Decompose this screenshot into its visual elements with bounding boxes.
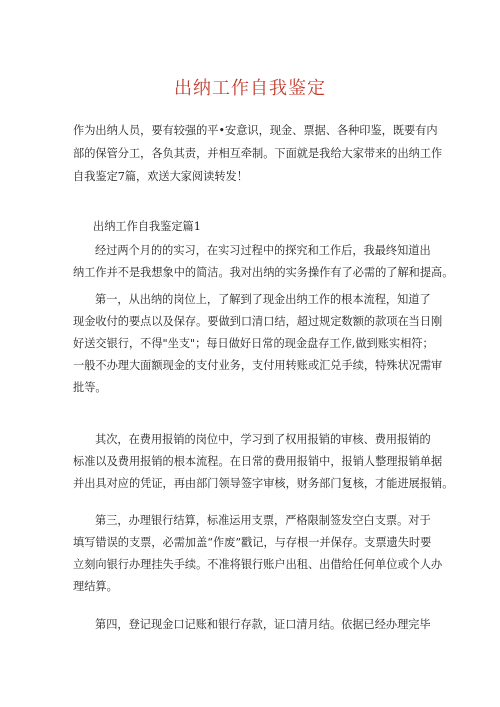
body-paragraph-4: [73, 510, 443, 598]
body-paragraph-3: [73, 429, 454, 495]
paragraph-line: 标准以及费用报销的根本流程。在日常的费用报销中，报销人整理报销单据: [73, 455, 443, 468]
intro-line: 部的保管分工，各负其责，并相互牵制。下面就是我给大家带来的出纳工作: [73, 147, 443, 160]
paragraph-line: 第三，办理银行结算，标准运用支票，严格限制签发空白支票。对于: [95, 514, 431, 527]
paragraph-line: 第一，从出纳的岗位上，了解到了现金出纳工作的根本流程，知道了: [95, 293, 431, 306]
body-paragraph-1: [73, 240, 454, 284]
document-title: 出纳工作自我鉴定: [174, 78, 326, 99]
body-paragraph-2: [73, 289, 443, 399]
paragraph-line: 填写错误的支票，必需加盖“作废”戳记，与存根一并保存。支票遗失时要: [73, 536, 432, 549]
body-paragraph-5: [73, 614, 443, 636]
intro-paragraph: [73, 119, 443, 188]
paragraph-line: 理结算。: [73, 580, 118, 593]
paragraph-line: 纳工作并不是我想象中的简洁。我对出纳的实务操作有了必需的了解和提高。: [73, 266, 454, 279]
paragraph-line: 批等。: [73, 381, 107, 394]
paragraph-line: 好送交银行，不得"坐支"；每日做好日常的现金盘存工作,做到账实相符；: [73, 337, 434, 350]
paragraph-line: 并出具对应的凭证，再由部门领导签字审核，财务部门复核，才能进展报销。: [73, 477, 454, 490]
paragraph-line: 其次，在费用报销的岗位中，学习到了权用报销的审核、费用报销的: [95, 433, 431, 446]
section-heading: 出纳工作自我鉴定篇1: [93, 220, 201, 233]
paragraph-line: 立刻向银行办理挂失手续。不准将银行账户出租、出借给任何单位或个人办: [73, 558, 443, 571]
paragraph-line: 现金收付的要点以及保存。要做到口清口结，超过规定数额的款项在当日刚: [73, 315, 443, 328]
paragraph-line: 一般不办理大面额现金的支付业务，支付用转账或汇兑手续，特殊状况需审: [73, 359, 443, 372]
paragraph-line: 经过两个月的的实习，在实习过程中的探究和工作后，我最终知道出: [95, 244, 431, 257]
intro-line: 作为出纳人员，要有较强的平•安意识，现金、票据、各种印鉴，既要有内: [73, 124, 438, 137]
intro-line: 自我鉴定7篇，欢送大家阅读转发！: [73, 170, 248, 183]
paragraph-line: 第四，登记现金口记账和银行存款，证口清月结。依据已经办理完毕: [95, 618, 431, 631]
